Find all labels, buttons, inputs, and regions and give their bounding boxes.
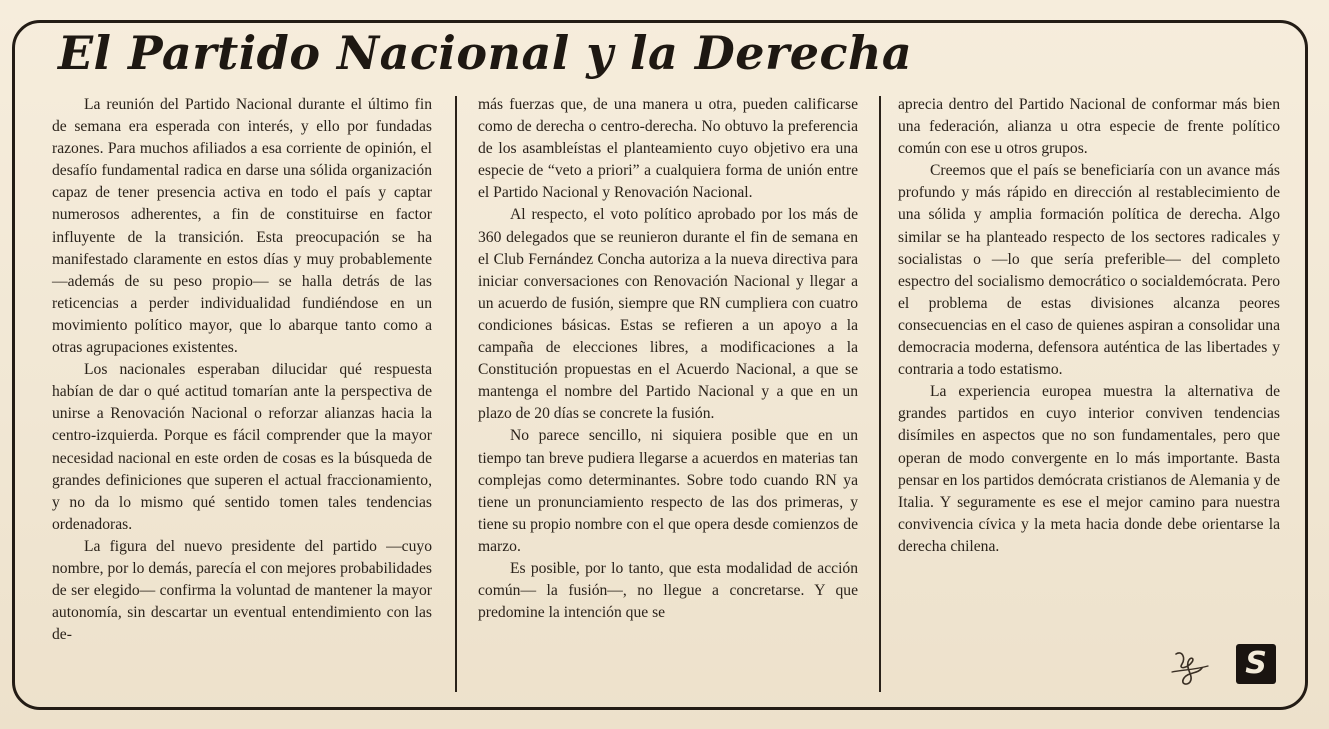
column-divider bbox=[455, 96, 457, 692]
paragraph: Creemos que el país se beneficiaría con un avance más profundo y más rápido en dirección al restablecimiento de una sólida y amplia formación política de derecha. Algo similar se ha planteado respecto de los sectores radicales y socialistas o —lo que sería preferible— del completo espectro del socialismo democrático o socialdemócrata. Pero el problema de estas divisiones alcanza peores consecuencias en el caso de quienes aspiran a consolidar una democracia moderna, defensora auténtica de las libertades y contraria a todo estatismo. bbox=[898, 162, 1280, 379]
paragraph: La figura del nuevo presidente del partido —cuyo nombre, por lo demás, parecía el con mejores probabilidades de ser elegido— confirma la voluntad de mantener la mayor autonomía, sin descartar un eventual entendimiento con las de- bbox=[52, 537, 432, 644]
paragraph: más fuerzas que, de una manera u otra, pueden calificarse como de derecha o centro-derecha. No obtuvo la preferencia de los asambleístas el planteamiento cuyo objetivo era una especie de “veto a priori” a cualquiera forma de unión entre el Partido Nacional y Renovación Nacional. bbox=[478, 96, 858, 202]
publication-logo-icon: S bbox=[1236, 644, 1276, 684]
paragraph: Al respecto, el voto político aprobado por los más de 360 delegados que se reunieron durante el fin de semana en el Club Fernández Concha autoriza a la nueva directiva para iniciar conversaciones con Renovación Nacional y llegar a un acuerdo de fusión, siempre que RN cumpliera con cuatro condiciones básicas. Estas se refieren a un apoyo a la campaña de elecciones libres, a modificaciones a la Constitución propuestas en el Acuerdo Nacional, a que se mantenga el nombre del Partido Nacional y a que en un plazo de 20 días se concrete la fusión. bbox=[478, 206, 858, 423]
handwritten-signature-icon bbox=[1168, 648, 1212, 690]
article-title: El Partido Nacional y la Derecha bbox=[58, 26, 913, 80]
paragraph: La experiencia europea muestra la alternativa de grandes partidos en cuyo interior conviven tendencias disímiles en aspectos que no son fundamentales, pero que operan de modo convergente en lo más importante. Basta pensar en los partidos demócrata cristianos de Alemania y de Italia. Y seguramente es ese el mejor camino para nuestra convivencia cívica y la meta hacia donde debe orientarse la derecha chilena. bbox=[898, 383, 1280, 555]
paragraph: La reunión del Partido Nacional durante el último fin de semana era esperada con interés, y ello por fundadas razones. Para muchos afiliados a esa corriente de opinión, el desafío fundamental radica en darse una sólida organización capaz de tener presencia activa en todo el país y captar numerosos adherentes, a fin de constituirse en factor influyente de la transición. Esta preocupación se ha manifestado claramente en estos días y muy probablemente —además de su peso propio— se halla detrás de las reticencias a perder individualidad fundiéndose en un movimiento político mayor, que lo abarque tanto como a otras agrupaciones existentes. bbox=[52, 96, 432, 357]
article-column-3 bbox=[898, 94, 1280, 558]
paragraph: Los nacionales esperaban dilucidar qué respuesta habían de dar o qué actitud tomarían ante la perspectiva de unirse a Renovación Nacional o reforzar alianzas hacia la centro-izquierda. Porque es fácil comprender que la mayor necesidad nacional en este orden de cosas es la búsqueda de grandes definiciones que superen el actual fraccionamiento, y no da lo mismo qué sentido tomen tales tendencias ordenadoras. bbox=[52, 361, 432, 533]
paragraph: aprecia dentro del Partido Nacional de conformar más bien una federación, alianza u otra especie de frente político común con ese u otros grupos. bbox=[898, 96, 1280, 158]
article-column-1 bbox=[52, 94, 432, 646]
article-column-2 bbox=[478, 94, 858, 624]
paragraph: No parece sencillo, ni siquiera posible que en un tiempo tan breve pudiera llegarse a acuerdos en materias tan complejas como determinantes. Sobre todo cuando RN ya tiene un pronunciamiento respecto de las dos primeras, y tiene su propio nombre con el que opera desde comienzos de marzo. bbox=[478, 427, 858, 555]
column-divider bbox=[879, 96, 881, 692]
paragraph: Es posible, por lo tanto, que esta modalidad de acción común— la fusión—, no llegue a concretarse. Y que predomine la intención que se bbox=[478, 559, 858, 622]
